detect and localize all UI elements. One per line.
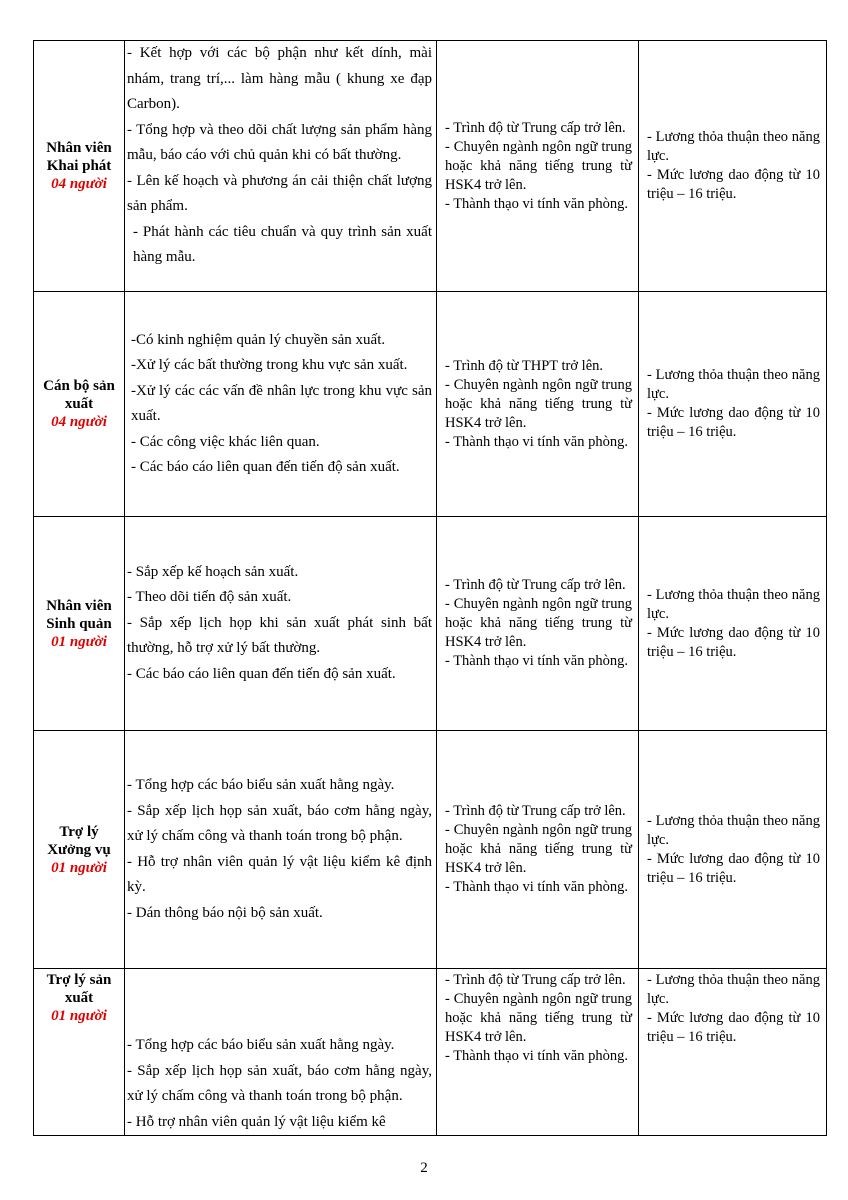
requirements-cell <box>437 517 639 731</box>
headcount: 01 người <box>51 1008 107 1024</box>
duty-item: - Dán thông báo nội bộ sản xuất. <box>127 904 323 921</box>
position-cell <box>34 969 125 1136</box>
salary-item: - Lương thỏa thuận theo năng lực. <box>647 129 820 164</box>
requirements-cell <box>437 731 639 969</box>
duties-cell <box>125 292 437 517</box>
duty-item: - Kết hợp với các bộ phận như kết dính, mài nhám, trang trí,... làm hàng mẫu ( khung xe đạp Carbon). <box>127 45 432 112</box>
job-table-container <box>33 40 826 1136</box>
headcount: 04 người <box>51 176 107 192</box>
duties-cell <box>125 517 437 731</box>
requirement-item: - Thành thạo vi tính văn phòng. <box>445 433 628 450</box>
duty-item: -Xử lý các bất thường trong khu vực sản xuất. <box>131 357 408 373</box>
duty-item: - Các báo cáo liên quan đến tiến độ sản xuất. <box>127 665 396 682</box>
salary-item: - Mức lương dao động từ 10 triệu – 16 triệu. <box>647 850 820 886</box>
requirement-item: - Trình độ từ Trung cấp trở lên. <box>445 972 626 988</box>
position-title: Trợ lý Xưởng vụ <box>47 823 111 858</box>
requirements-cell <box>437 41 639 292</box>
duty-item: - Lên kế hoạch và phương án cải thiện chất lượng sản phẩm. <box>127 172 432 214</box>
duty-item: -Xử lý các các vấn đề nhân lực trong khu vực sản xuất. <box>131 382 432 424</box>
duty-item: - Sắp xếp lịch họp sản xuất, báo cơm hằng ngày, xử lý chấm công và thanh toán trong bộ phận. <box>127 1062 432 1104</box>
duty-item: -Có kinh nghiệm quản lý chuyền sản xuất. <box>131 331 386 348</box>
salary-cell <box>639 731 827 969</box>
requirement-item: - Chuyên ngành ngôn ngữ trung hoặc khả năng tiếng trung từ HSK4 trở lên. <box>445 138 632 193</box>
salary-cell <box>639 292 827 517</box>
salary-cell <box>639 41 827 292</box>
page-number: 2 <box>420 1160 428 1176</box>
duty-item: - Theo dõi tiến độ sản xuất. <box>127 589 292 606</box>
table-row <box>34 969 827 1136</box>
duties-cell <box>125 969 437 1136</box>
table-row <box>34 731 827 969</box>
salary-item: - Mức lương dao động từ 10 triệu – 16 triệu. <box>647 167 820 202</box>
position-cell <box>34 517 125 731</box>
duties-cell <box>125 41 437 292</box>
requirement-item: - Thành thạo vi tính văn phòng. <box>445 653 628 669</box>
duty-item: - Phát hành các tiêu chuẩn và quy trình sản xuất hàng mẫu. <box>133 223 432 265</box>
headcount: 04 người <box>51 414 107 430</box>
position-cell <box>34 292 125 517</box>
position-title: Cán bộ sản xuất <box>43 378 115 412</box>
salary-item: - Mức lương dao động từ 10 triệu – 16 triệu. <box>647 624 820 660</box>
duty-item: - Các báo cáo liên quan đến tiến độ sản xuất. <box>131 459 400 475</box>
headcount: 01 người <box>51 859 107 876</box>
salary-item: - Mức lương dao động từ 10 triệu – 16 triệu. <box>647 405 820 440</box>
duty-item: - Sắp xếp lịch họp sản xuất, báo cơm hằng ngày, xử lý chấm công và thanh toán trong bộ phận. <box>127 802 432 844</box>
duty-item: - Tổng hợp các báo biểu sản xuất hằng ngày. <box>127 777 395 793</box>
duty-item: - Sắp xếp kế hoạch sản xuất. <box>127 563 299 580</box>
requirement-item: - Chuyên ngành ngôn ngữ trung hoặc khả năng tiếng trung từ HSK4 trở lên. <box>445 376 632 431</box>
requirement-item: - Thành thạo vi tính văn phòng. <box>445 879 628 895</box>
duty-item: - Các công việc khác liên quan. <box>131 433 320 450</box>
requirement-item: - Thành thạo vi tính văn phòng. <box>445 1048 628 1064</box>
duty-item: - Hỗ trợ nhân viên quản lý vật liệu kiểm kê định kỳ. <box>127 853 432 895</box>
position-title: Nhân viên Sinh quản <box>46 597 112 632</box>
duty-item: - Tổng hợp các báo biểu sản xuất hằng ngày. <box>127 1037 395 1053</box>
duty-item: - Hỗ trợ nhân viên quản lý vật liệu kiểm kê <box>127 1113 386 1130</box>
duties-cell <box>125 731 437 969</box>
salary-item: - Lương thỏa thuận theo năng lực. <box>647 972 820 1007</box>
table-row <box>34 517 827 731</box>
requirement-item: - Trình độ từ Trung cấp trở lên. <box>445 119 626 136</box>
requirement-item: - Chuyên ngành ngôn ngữ trung hoặc khả năng tiếng trung từ HSK4 trở lên. <box>445 991 632 1045</box>
salary-item: - Lương thỏa thuận theo năng lực. <box>647 586 820 622</box>
headcount: 01 người <box>51 633 107 650</box>
duty-item: - Tổng hợp và theo dõi chất lượng sản phẩm hàng mẫu, báo cáo với chủ quản khi có bất thường. <box>127 121 432 163</box>
salary-item: - Lương thỏa thuận theo năng lực. <box>647 367 820 402</box>
position-cell <box>34 731 125 969</box>
salary-cell <box>639 517 827 731</box>
salary-item: - Mức lương dao động từ 10 triệu – 16 triệu. <box>647 1010 820 1045</box>
position-title: Nhân viên Khai phát <box>46 140 112 174</box>
duty-item: - Sắp xếp lịch họp khi sản xuất phát sinh bất thường, hỗ trợ xử lý bất thường. <box>127 614 432 657</box>
requirement-item: - Thành thạo vi tính văn phòng. <box>445 195 628 212</box>
requirements-cell <box>437 969 639 1136</box>
position-cell <box>34 41 125 292</box>
job-table <box>33 40 827 1136</box>
requirement-item: - Chuyên ngành ngôn ngữ trung hoặc khả năng tiếng trung từ HSK4 trở lên. <box>445 822 632 876</box>
requirement-item: - Chuyên ngành ngôn ngữ trung hoặc khả năng tiếng trung từ HSK4 trở lên. <box>445 596 632 650</box>
requirement-item: - Trình độ từ Trung cấp trở lên. <box>445 803 626 819</box>
table-row <box>34 292 827 517</box>
salary-item: - Lương thỏa thuận theo năng lực. <box>647 812 820 848</box>
table-row <box>34 41 827 292</box>
salary-cell <box>639 969 827 1136</box>
requirements-cell <box>437 292 639 517</box>
requirement-item: - Trình độ từ Trung cấp trở lên. <box>445 577 626 593</box>
requirement-item: - Trình độ từ THPT trở lên. <box>445 357 603 374</box>
position-title: Trợ lý sản xuất <box>46 972 112 1006</box>
